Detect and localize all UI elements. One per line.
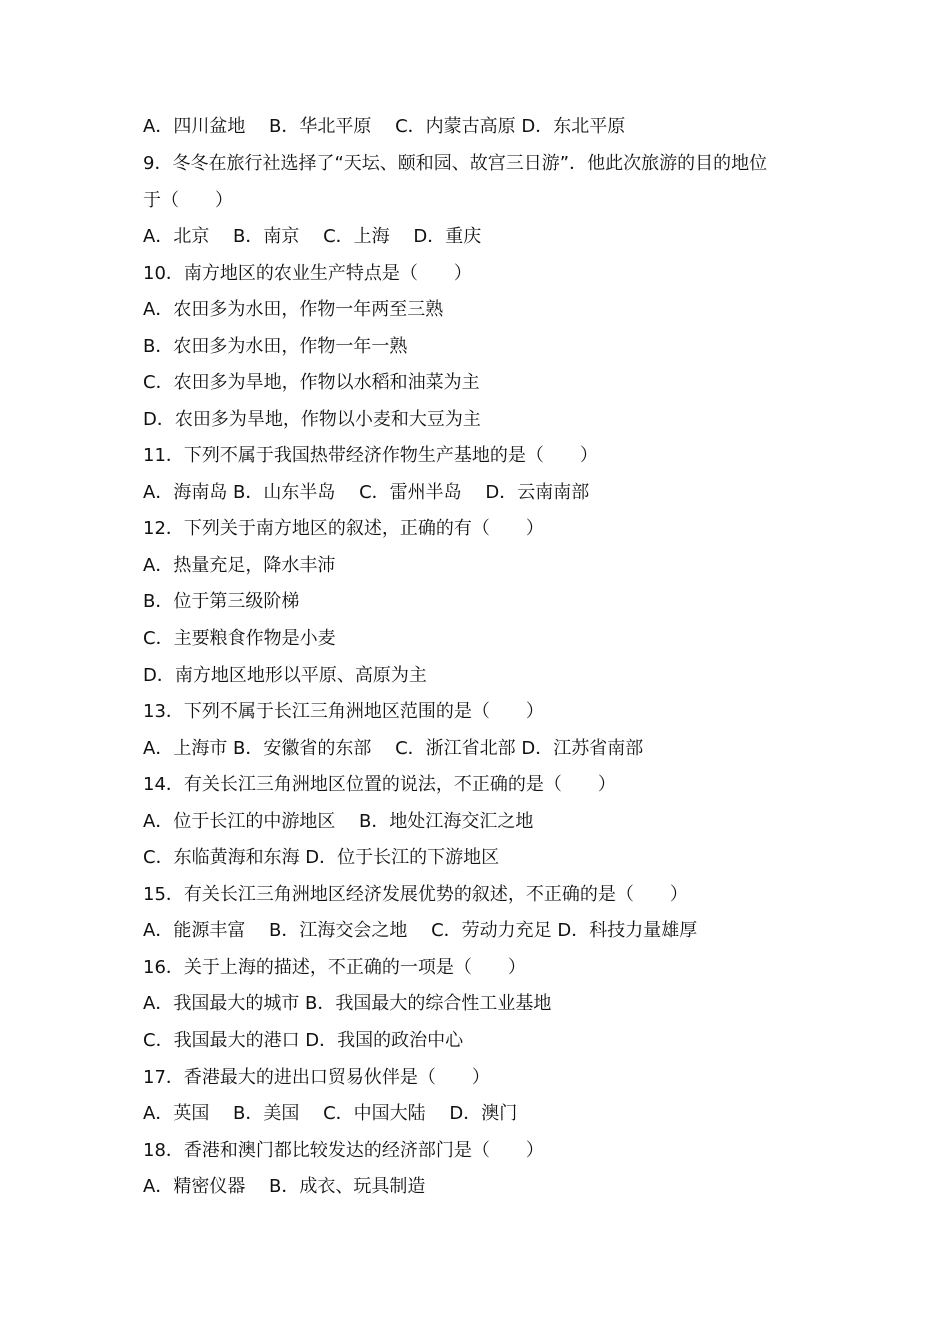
question-18: 18．香港和澳门都比较发达的经济部门是（ ）	[143, 1140, 544, 1161]
question-10: 10．南方地区的农业生产特点是（ ）	[143, 263, 472, 284]
question-10-option-b: B．农田多为水田，作物一年一熟	[143, 336, 408, 357]
question-12: 12．下列关于南方地区的叙述，正确的有（ ）	[143, 518, 544, 539]
question-16-options-ab: A．我国最大的城市 B．我国最大的综合性工业基地	[143, 993, 552, 1014]
question-12-option-b: B．位于第三级阶梯	[143, 591, 300, 612]
question-16: 16．关于上海的描述，不正确的一项是（ ）	[143, 957, 526, 978]
question-10-option-c: C．农田多为旱地，作物以水稻和油菜为主	[143, 372, 480, 393]
question-9: 9．冬冬在旅行社选择了“天坛、颐和园、故宫三日游”．他此次旅游的目的地位	[143, 153, 768, 174]
question-9-options: A．北京 B．南京 C．上海 D．重庆	[143, 226, 482, 247]
question-14-options-cd: C．东临黄海和东海 D．位于长江的下游地区	[143, 847, 500, 868]
question-17: 17．香港最大的进出口贸易伙伴是（ ）	[143, 1067, 490, 1088]
question-12-option-a: A．热量充足，降水丰沛	[143, 555, 336, 576]
question-18-options: A．精密仪器 B．成衣、玩具制造	[143, 1176, 426, 1197]
option-line: A．四川盆地 B．华北平原 C．内蒙古高原 D．东北平原	[143, 116, 626, 137]
question-17-options: A．英国 B．美国 C．中国大陆 D．澳门	[143, 1103, 518, 1124]
question-12-option-c: C．主要粮食作物是小麦	[143, 628, 336, 649]
question-11-options: A．海南岛 B．山东半岛 C．雷州半岛 D．云南南部	[143, 482, 590, 503]
question-12-option-d: D．南方地区地形以平原、高原为主	[143, 665, 427, 686]
question-14-options-ab: A．位于长江的中游地区 B．地处江海交汇之地	[143, 811, 534, 832]
question-10-option-a: A．农田多为水田，作物一年两至三熟	[143, 299, 444, 320]
question-16-options-cd: C．我国最大的港口 D．我国的政治中心	[143, 1030, 464, 1051]
question-15: 15．有关长江三角洲地区经济发展优势的叙述，不正确的是（ ）	[143, 884, 688, 905]
question-13: 13．下列不属于长江三角洲地区范围的是（ ）	[143, 701, 544, 722]
question-11: 11．下列不属于我国热带经济作物生产基地的是（ ）	[143, 445, 598, 466]
question-9-continued: 于（ ）	[143, 190, 233, 211]
question-15-options: A．能源丰富 B．江海交会之地 C．劳动力充足 D．科技力量雄厚	[143, 920, 698, 941]
question-13-options: A．上海市 B．安徽省的东部 C．浙江省北部 D．江苏省南部	[143, 738, 644, 759]
question-10-option-d: D．农田多为旱地，作物以小麦和大豆为主	[143, 409, 481, 430]
question-14: 14．有关长江三角洲地区位置的说法，不正确的是（ ）	[143, 774, 616, 795]
